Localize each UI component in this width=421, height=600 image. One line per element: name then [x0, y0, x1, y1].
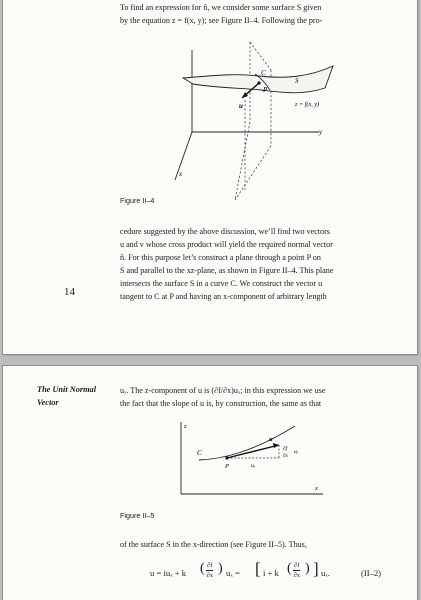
paragraph-line: by the equation z = f(x, y); see Figure II–4. Following the pro- — [120, 16, 323, 25]
label-ux-right: uₓ — [294, 449, 299, 455]
equation-lhs: u = iuₓ + k — [150, 568, 187, 578]
label-p: P — [263, 86, 268, 94]
paragraph-line: n̂. For this purpose let’s construct a plane through a point P on — [120, 253, 321, 262]
fraction-denominator: ∂x — [206, 572, 214, 579]
figure-caption: Figure II–4 — [120, 196, 155, 205]
label-p: P — [225, 463, 229, 470]
fraction-numerator: ∂f — [294, 562, 300, 569]
fraction-numerator: ∂f — [207, 562, 213, 569]
label-dx: ∂x — [283, 453, 288, 459]
fraction — [293, 561, 300, 580]
equation-mid: uₓ = — [226, 568, 240, 578]
paragraph-line: uₓ. The z-component of u is (∂f/∂x)uₓ; in this expression we use — [120, 386, 326, 395]
figure-ii-5 — [3, 416, 417, 506]
equation-number: (II–2) — [361, 568, 382, 578]
label-axis-y: y — [319, 128, 323, 136]
label-c: C — [261, 69, 266, 77]
paragraph-line: intersects the surface S in a curve C. We construct the vector u — [120, 279, 323, 288]
label-ux: uₓ — [251, 463, 256, 469]
label-df: ∂f — [283, 446, 288, 452]
paren-open: ( — [287, 561, 292, 576]
label-c: C — [197, 449, 202, 457]
label-equation: z = f(x, y) — [295, 101, 320, 108]
side-heading: Vector — [37, 398, 59, 407]
label-s: S — [295, 77, 299, 85]
paragraph-line: To find an expression for n̂, we consider some surface S given — [120, 3, 322, 12]
paragraph-line: the fact that the slope of u is, by construction, the same as that — [120, 399, 322, 408]
page-number: 14 — [64, 286, 75, 298]
page-15 — [3, 366, 417, 600]
paragraph-line: cedure suggested by the above discussion, we’ll find two vectors — [120, 227, 330, 236]
paren-close: ) — [218, 561, 223, 576]
label-u: u — [239, 102, 243, 110]
label-axis-x: x — [315, 485, 318, 492]
page-14 — [3, 0, 417, 354]
equation-plus: i + k — [263, 568, 279, 578]
equation-tail: uₓ. — [321, 568, 330, 578]
fraction-denominator: ∂x — [293, 572, 301, 579]
label-axis-z: z — [184, 423, 187, 430]
figure-caption: Figure II–5 — [120, 511, 155, 520]
fraction — [206, 561, 213, 580]
side-heading: The Unit Normal — [37, 385, 97, 394]
label-u: u — [269, 436, 273, 443]
bracket-close: ] — [313, 559, 319, 578]
paren-open: ( — [200, 561, 205, 576]
paragraph-line: S and parallel to the xz-plane, as shown in Figure II–4. This plane — [120, 266, 334, 275]
label-axis-x: x — [179, 170, 183, 178]
paragraph-line: of the surface S in the x-direction (see Figure II–5). Thus, — [120, 540, 307, 549]
paren-close: ) — [305, 561, 310, 576]
paragraph-line: u and v whose cross product will yield the required normal vector — [120, 240, 333, 249]
figure-ii-4 — [3, 30, 417, 210]
paragraph-line: tangent to C at P and having an x-component of arbitrary length — [120, 292, 327, 301]
bracket-open: [ — [255, 559, 261, 578]
